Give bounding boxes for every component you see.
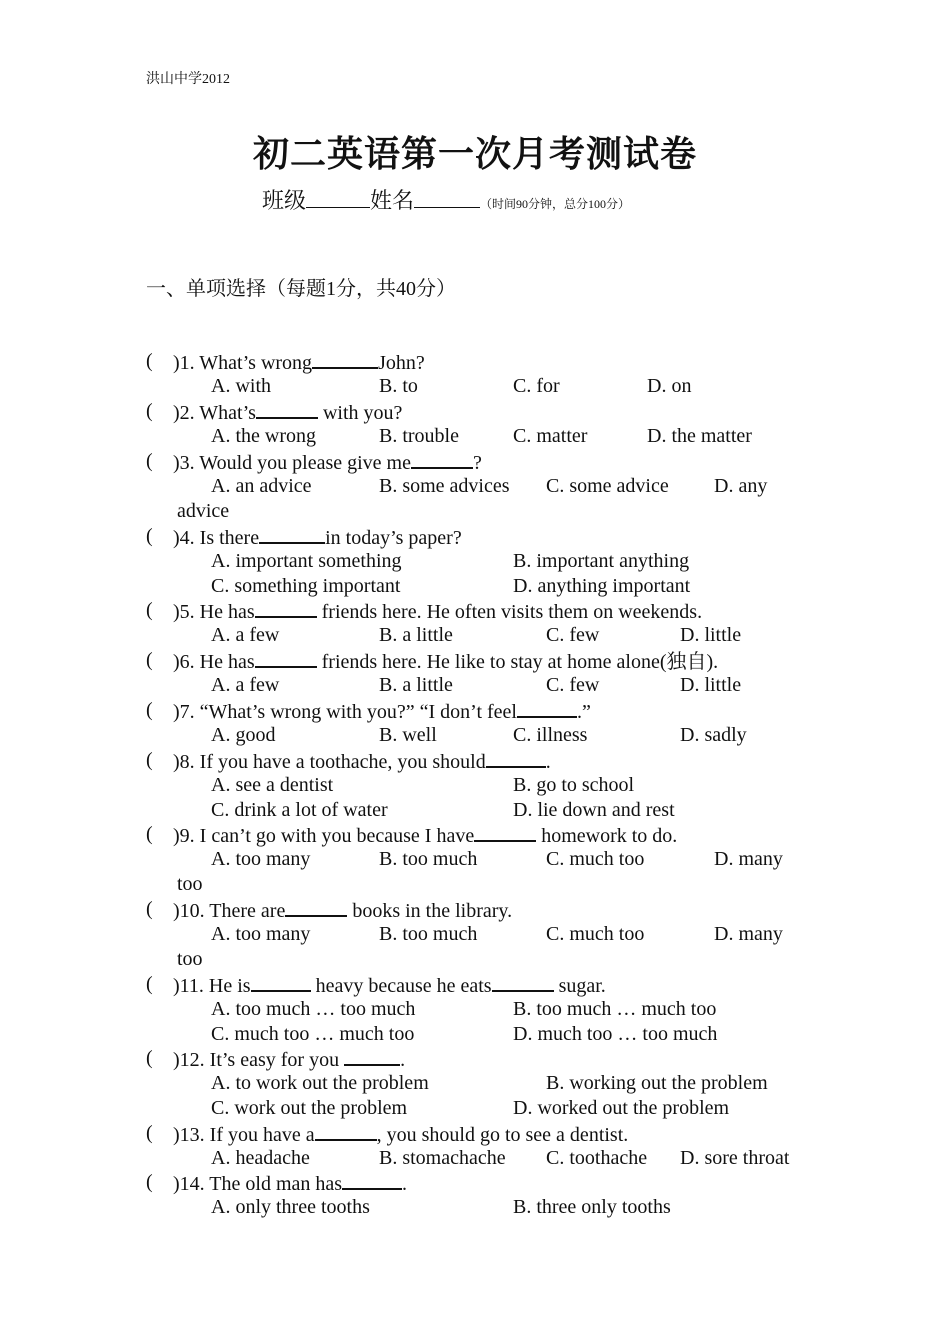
answer-blank [492,972,554,992]
answer-paren[interactable]: ( [146,898,153,920]
option-c[interactable]: C. toothache [546,1147,648,1169]
question-text: , you should go to see a dentist. [376,1124,629,1146]
option-b[interactable]: B. go to school [513,774,635,796]
question-text: )1. What’s wrong [173,352,313,374]
question-text: )2. What’s [173,402,256,424]
option-d[interactable]: D. sore throat [680,1147,790,1169]
option-a[interactable]: A. too much … too much [211,998,416,1020]
answer-blank [315,1121,377,1141]
question-text: heavy because he eats [310,975,492,997]
question-text: )5. He has [173,601,255,623]
option-d[interactable]: D. lie down and rest [513,799,675,821]
option-c[interactable]: C. much too … much too [211,1023,415,1045]
answer-paren[interactable]: ( [146,1171,153,1193]
answer-blank [474,822,536,842]
option-c[interactable]: C. much too [546,848,645,870]
question-text: )8. If you have a toothache, you should [173,751,486,773]
class-label: 班级 [262,188,307,213]
option-d[interactable]: D. sadly [680,724,747,746]
option-a[interactable]: A. a few [211,674,280,696]
option-a[interactable]: A. to work out the problem [211,1072,429,1094]
option-d[interactable]: D. little [680,624,742,646]
option-d[interactable]: D. worked out the problem [513,1097,730,1119]
answer-blank [342,1170,402,1190]
option-b[interactable]: B. trouble [379,425,459,447]
option-b[interactable]: B. some advices [379,475,510,497]
option-a[interactable]: A. only three tooths [211,1196,370,1218]
option-d[interactable]: D. the matter [647,425,752,447]
question-text: sugar. [553,975,606,997]
option-d[interactable]: D. little [680,674,742,696]
question-text: John? [378,352,425,374]
option-d[interactable]: D. on [647,375,692,397]
page-title: 初二英语第一次月考测试卷 [252,134,697,174]
question-text: )3. Would you please give me [173,452,411,474]
question-text: )14. The old man has [173,1173,343,1195]
option-a[interactable]: A. good [211,724,276,746]
question-text: )7. “What’s wrong with you?” “I don’t feel [173,701,517,723]
answer-blank [255,648,317,668]
option-a[interactable]: A. an advice [211,475,312,497]
question-text: )11. He is [173,975,251,997]
option-b[interactable]: B. working out the problem [546,1072,768,1094]
option-b[interactable]: B. too much … much too [513,998,717,1020]
option-a[interactable]: A. important something [211,550,402,572]
question-text: )9. I can’t go with you because I have [173,825,475,847]
option-b[interactable]: B. to [379,375,418,397]
option-b[interactable]: B. a little [379,624,453,646]
option-a[interactable]: A. with [211,375,271,397]
class-blank[interactable] [306,189,370,208]
answer-blank [285,897,347,917]
answer-blank [312,349,378,369]
option-d[interactable]: D. anything important [513,575,691,597]
answer-paren[interactable]: ( [146,450,153,472]
answer-paren[interactable]: ( [146,400,153,422]
option-b[interactable]: B. too much [379,848,478,870]
answer-blank [517,698,577,718]
question-text: . [400,1049,406,1071]
answer-blank [251,972,311,992]
answer-blank [259,524,325,544]
question-text: with you? [317,402,403,424]
question-text: . [402,1173,408,1195]
question-text: )6. He has [173,651,255,673]
option-c[interactable]: C. drink a lot of water [211,799,388,821]
question-text: )12. It’s easy for you [173,1049,345,1071]
answer-paren[interactable]: ( [146,823,153,845]
option-d[interactable]: D. many [714,848,783,870]
question-text: .” [576,701,591,723]
section-heading: 一、单项选择（每题1分，共40分） [146,278,456,300]
option-a[interactable]: A. headache [211,1147,310,1169]
answer-paren[interactable]: ( [146,649,153,671]
question-text: homework to do. [536,825,678,847]
school-header: 洪山中学2012 [146,72,230,87]
name-label: 姓名 [370,188,415,213]
question-text: )13. If you have a [173,1124,315,1146]
option-a[interactable]: A. too many [211,848,311,870]
option-b[interactable]: B. important anything [513,550,690,572]
option-a[interactable]: A. a few [211,624,280,646]
answer-blank [256,399,318,419]
option-b[interactable]: B. stomachache [379,1147,506,1169]
option-c[interactable]: C. illness [513,724,588,746]
answer-paren[interactable]: ( [146,699,153,721]
option-b[interactable]: B. too much [379,923,478,945]
name-blank[interactable] [414,189,480,208]
answer-paren[interactable]: ( [146,350,153,372]
option-b[interactable]: B. three only tooths [513,1196,671,1218]
question-text: ? [472,452,482,474]
answer-paren[interactable]: ( [146,1122,153,1144]
answer-paren[interactable]: ( [146,973,153,995]
student-info-line [262,184,630,215]
option-d-wrap: advice [177,500,230,522]
option-a[interactable]: A. the wrong [211,425,316,447]
time-score-note: （时间90分钟，总分100分） [480,197,631,211]
answer-blank [344,1046,400,1066]
question-text: . [545,751,551,773]
question-text: friends here. He like to stay at home alone(独自). [316,651,719,673]
option-c[interactable]: C. much too [546,923,645,945]
answer-blank [255,598,317,618]
question-text: )10. There are [173,900,286,922]
question-text: friends here. He often visits them on weekends. [316,601,703,623]
answer-paren[interactable]: ( [146,525,153,547]
option-d[interactable]: D. any [714,475,768,497]
option-c[interactable]: C. work out the problem [211,1097,408,1119]
answer-paren[interactable]: ( [146,749,153,771]
option-c[interactable]: C. for [513,375,560,397]
option-d[interactable]: D. much too … too much [513,1023,718,1045]
answer-blank [486,748,546,768]
option-a[interactable]: A. see a dentist [211,774,334,796]
option-a[interactable]: A. too many [211,923,311,945]
option-b[interactable]: B. well [379,724,437,746]
option-d-wrap: too [177,948,203,970]
answer-blank [411,449,473,469]
option-d[interactable]: D. many [714,923,783,945]
answer-paren[interactable]: ( [146,599,153,621]
option-c[interactable]: C. few [546,674,600,696]
option-b[interactable]: B. a little [379,674,453,696]
option-c[interactable]: C. something important [211,575,401,597]
question-text: in today’s paper? [325,527,462,549]
option-d-wrap: too [177,873,203,895]
question-text: )4. Is there [173,527,260,549]
option-c[interactable]: C. matter [513,425,588,447]
option-c[interactable]: C. some advice [546,475,669,497]
option-c[interactable]: C. few [546,624,600,646]
question-text: books in the library. [347,900,513,922]
answer-paren[interactable]: ( [146,1047,153,1069]
